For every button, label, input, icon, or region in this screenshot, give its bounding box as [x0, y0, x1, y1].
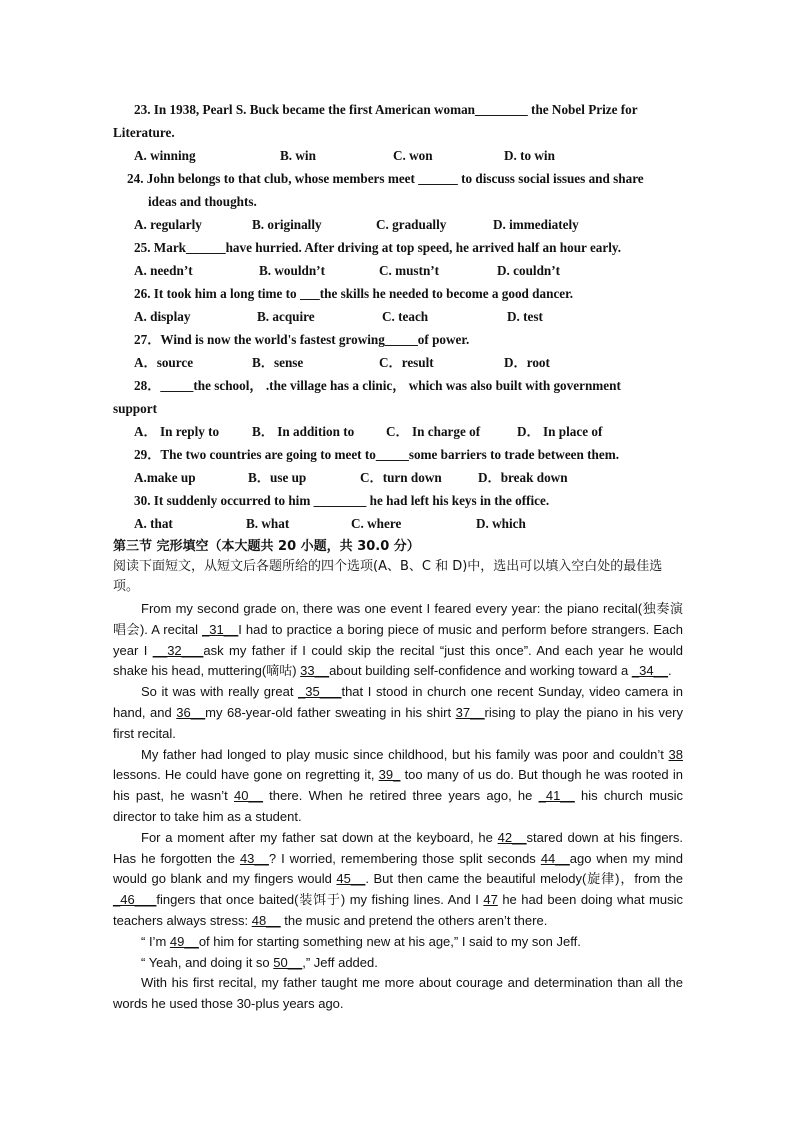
passage-paragraph: For a moment after my father sat down at the keyboard, he 42__stared down at his fingers. Has he forgotten the 43__? I worried, remembering those split seconds 44__ago when my mind would go blank and my fingers would 45__. But then came the beautiful melody(旋律)，from the _46___fingers that once baited(装饵于) my fishing lines. And I 47 he had been doing what music teachers always stress: 48__ the music and pretend the others aren’t there. [113, 829, 684, 928]
blank-39: 39_ [378, 767, 401, 783]
option-d[interactable]: D．root [504, 355, 550, 370]
blank-47: 47 [483, 892, 498, 908]
blank-38: 38 [668, 746, 683, 762]
option-b[interactable]: B．sense [252, 355, 304, 370]
question-stem: 27．Wind is now the world's fastest growing_____of power. [134, 332, 470, 347]
question-stem-continued: ideas and thoughts. [148, 194, 257, 209]
blank-32: __32___ [152, 642, 204, 658]
cloze-passage [113, 599, 683, 1015]
option-a[interactable]: A.make up [134, 470, 196, 485]
option-c[interactable]: C. mustn’t [379, 263, 440, 278]
question-30 [113, 489, 683, 535]
option-a[interactable]: A. that [134, 516, 173, 531]
options-row [113, 420, 683, 443]
option-b[interactable]: B. originally [252, 217, 322, 232]
option-a[interactable]: A． In reply to [134, 424, 220, 439]
option-b[interactable]: B. what [246, 516, 290, 531]
options-row [113, 259, 683, 282]
option-d[interactable]: D. test [507, 309, 543, 324]
exam-page [113, 98, 683, 1015]
option-b[interactable]: B．use up [248, 470, 307, 485]
question-stem: 23. In 1938, Pearl S. Buck became the first American woman________ the Nobel Prize for [134, 102, 638, 117]
option-b[interactable]: B． In addition to [252, 424, 355, 439]
option-a[interactable]: A. display [134, 309, 191, 324]
option-d[interactable]: D． In place of [517, 424, 603, 439]
option-d[interactable]: D．break down [478, 470, 568, 485]
option-a[interactable]: A. regularly [134, 217, 202, 232]
blank-37: 37__ [455, 704, 485, 720]
blank-50: 50__ [273, 954, 303, 970]
passage-paragraph: “ I’m 49__of him for starting something new at his age,” I said to my son Jeff. [141, 933, 581, 949]
blank-40: 40__ [234, 788, 263, 804]
blank-36: 36__ [176, 704, 206, 720]
option-d[interactable]: D. immediately [493, 217, 579, 232]
option-b[interactable]: B. acquire [257, 309, 315, 324]
passage-paragraph: My father had longed to play music since childhood, but his family was poor and couldn’t 38 lessons. He could have gone on regretting it, 39_ too many of us do. But though he was rooted in his past, he wasn’t 40__ there. When he retired three years ago, he _41__ his church music director to take him as a student. [113, 746, 684, 824]
blank-31: _31__ [202, 621, 239, 637]
question-stem: 26. It took him a long time to ___the skills he needed to become a good dancer. [134, 286, 574, 301]
question-24 [113, 167, 683, 236]
question-27 [113, 328, 683, 374]
question-stem: 24. John belongs to that club, whose members meet ______ to discuss social issues and share [127, 171, 644, 186]
question-stem-continued: Literature. [113, 125, 175, 140]
option-d[interactable]: D. couldn’t [497, 263, 561, 278]
blank-41: _41__ [538, 788, 575, 804]
blank-33: 33__ [300, 663, 330, 679]
option-c[interactable]: C．turn down [360, 470, 442, 485]
blank-48: 48__ [251, 912, 281, 928]
options-row [113, 466, 683, 489]
option-d[interactable]: D. which [476, 516, 526, 531]
options-row [113, 144, 683, 167]
section-instruction: 阅读下面短文，从短文后各题所给的四个选项(A、B、C 和 D)中，选出可以填入空白处的最佳选项。 [113, 559, 663, 594]
question-stem: 25. Mark______have hurried. After driving at top speed, he arrived half an hour early. [134, 240, 622, 255]
blank-46: _46___ [113, 892, 157, 908]
option-c[interactable]: C. gradually [376, 217, 447, 232]
question-25 [113, 236, 683, 282]
passage-paragraph: From my second grade on, there was one event I feared every year: the piano recital(独奏演唱会). A recital _31__I had to practice a boring piece of music and perform before strangers. Each year I __32___ask my father if I could skip the recital “just this once”. And each year he would shake his head, muttering(嘀咕) 33__about building self-confidence and working toward a _34__. [113, 601, 684, 679]
option-b[interactable]: B. wouldn’t [259, 263, 325, 278]
passage-paragraph: With his first recital, my father taught me more about courage and determination than all the words he used those 30-plus years ago. [113, 975, 683, 1012]
question-stem: 29．The two countries are going to meet to_____some barriers to trade between them. [134, 447, 620, 462]
option-c[interactable]: C．result [379, 355, 434, 370]
options-row [113, 512, 683, 535]
passage-paragraph: “ Yeah, and doing it so 50__,” Jeff added. [141, 954, 378, 970]
question-23 [113, 98, 683, 167]
question-stem: 30. It suddenly occurred to him ________ he had left his keys in the office. [134, 493, 550, 508]
question-stem-continued: support [113, 401, 157, 416]
blank-43: 43__ [239, 850, 269, 866]
option-c[interactable]: C. teach [382, 309, 429, 324]
option-a[interactable]: A. needn’t [134, 263, 193, 278]
section-title: 第三节 完形填空（本大题共 20 小题，共 30.0 分） [113, 539, 420, 554]
options-row [113, 213, 683, 236]
options-row [113, 305, 683, 328]
blank-34: _34__ [631, 663, 669, 679]
passage-paragraph: So it was with really great _35___that I stood in church one recent Sunday, video camera in hand, and 36__my 68-year-old father sweating in his shirt 37__rising to play the piano in his very first recital. [113, 684, 684, 741]
blank-42: 42__ [497, 829, 527, 845]
question-29 [113, 443, 683, 489]
options-row [113, 351, 683, 374]
blank-45: 45__ [336, 871, 366, 887]
option-c[interactable]: C. where [351, 516, 402, 531]
question-26 [113, 282, 683, 328]
option-b[interactable]: B. win [280, 148, 316, 163]
blank-49: 49__ [169, 933, 199, 949]
blank-44: 44__ [540, 850, 570, 866]
option-c[interactable]: C. won [393, 148, 433, 163]
option-d[interactable]: D. to win [504, 148, 555, 163]
blank-35: _35___ [298, 684, 342, 700]
option-a[interactable]: A. winning [134, 148, 196, 163]
option-a[interactable]: A．source [134, 355, 194, 370]
option-c[interactable]: C． In charge of [386, 424, 481, 439]
question-stem: 28．_____the school， .the village has a clinic， which was also built with government [134, 378, 621, 393]
question-28 [113, 374, 683, 443]
